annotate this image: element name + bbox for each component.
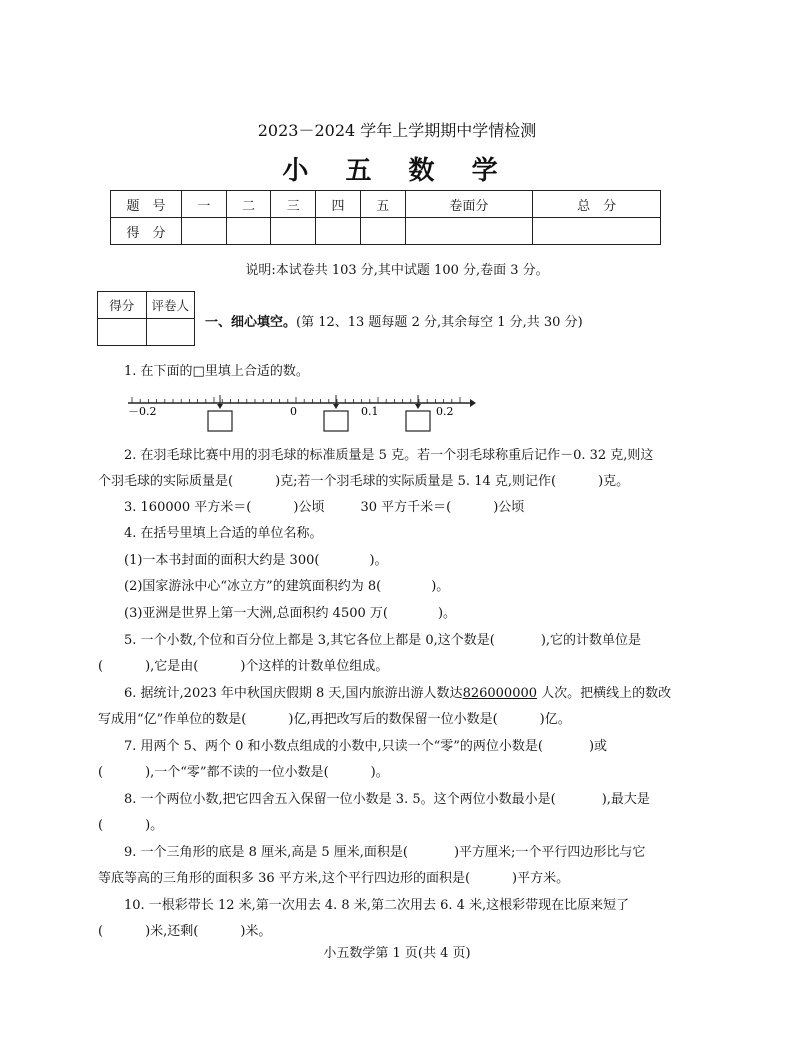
question-9-line-2: 等底等高的三角形的面积多 36 平方米,这个平行四边形的面积是( )平方米。 (98, 871, 570, 886)
answer-box-3[interactable] (406, 411, 430, 431)
instruction-text: 说明:本试卷共 103 分,其中试题 100 分,卷面 3 分。 (245, 263, 549, 278)
pointer-arrow-head-2 (333, 404, 339, 409)
question-7-line-1: 7. 用两个 5、两个 0 和小数点组成的小数中,只读一个“零”的两位小数是( )或 (124, 739, 608, 754)
grader-score-label: 得分 (98, 292, 147, 319)
score-header-cell: 五 (360, 191, 405, 218)
score-cell[interactable] (316, 218, 361, 245)
question-6-line-2: 写成用“亿”作单位的数是( )亿,再把改写后的数保留一位小数是( )亿。 (98, 712, 571, 727)
score-header-cell: 四 (316, 191, 361, 218)
score-header-cell: 总 分 (533, 191, 661, 218)
question-5-line-1: 5. 一个小数,个位和百分位上都是 3,其它各位上都是 0,这个数是( ),它的计数单位是 (124, 633, 642, 648)
question-4-3: (3)亚洲是世界上第一大洲,总面积约 4500 万( )。 (124, 606, 457, 621)
subject-title: 小 五 数 学 (282, 156, 512, 186)
score-header-cell: 二 (226, 191, 271, 218)
question-5-line-2: ( ),它是由( )个这样的计数单位组成。 (98, 659, 389, 674)
underlined-number: 826000000 (462, 686, 538, 701)
score-cell[interactable] (226, 218, 271, 245)
score-cell[interactable] (271, 218, 316, 245)
question-4-2: (2)国家游泳中心“冰立方”的建筑面积约为 8( )。 (124, 579, 450, 594)
tick-label-0: 0 (290, 405, 297, 418)
score-cell[interactable] (405, 218, 533, 245)
question-7-line-2: ( ),一个“零”都不读的一位小数是( )。 (98, 765, 389, 780)
question-9-line-1: 9. 一个三角形的底是 8 厘米,高是 5 厘米,面积是( )平方厘米;一个平行四边形比与它 (124, 845, 646, 860)
grader-box (97, 291, 195, 346)
section-title: 一、细心填空。 (205, 315, 297, 330)
exam-title: 2023－2024 学年上学期期中学情检测 (257, 121, 537, 140)
score-table-header-row (111, 191, 661, 218)
score-cell[interactable] (360, 218, 405, 245)
question-3: 3. 160000 平方米＝( )公顷 30 平方千米＝( )公顷 (124, 500, 525, 515)
question-4: 4. 在括号里填上合适的单位名称。 (124, 526, 323, 541)
answer-box-2[interactable] (324, 411, 348, 431)
pointer-arrow-head-3 (415, 404, 421, 409)
answer-box-1[interactable] (208, 411, 232, 431)
number-line (124, 393, 476, 433)
score-header-cell: 卷面分 (405, 191, 533, 218)
question-2-line-1: 2. 在羽毛球比赛中用的羽毛球的标准质量是 5 克。若一个羽毛球称重后记作－0. 32 克,则这 (124, 448, 654, 463)
number-line-ticks (132, 397, 460, 403)
score-row-label: 得 分 (111, 218, 182, 245)
section-note: (第 12、13 题每题 2 分,其余每空 1 分,共 30 分) (296, 315, 583, 330)
question-1: 1. 在下面的□里填上合适的数。 (124, 364, 309, 379)
score-cell[interactable] (533, 218, 661, 245)
score-header-cell: 三 (271, 191, 316, 218)
grader-name-label: 评卷人 (146, 292, 195, 319)
question-10-line-2: ( )米,还剩( )米。 (98, 924, 272, 939)
question-2-line-2: 个羽毛球的实际质量是( )克;若一个羽毛球的实际质量是 5. 14 克,则记作( )克。 (98, 474, 630, 489)
question-4-1: (1)一本书封面的面积大约是 300( )。 (124, 553, 388, 568)
score-table-score-row (111, 218, 661, 245)
pointer-arrow-head-1 (217, 404, 223, 409)
tick-label-neg-0.2: －0.2 (128, 405, 157, 418)
page-footer: 小五数学第 1 页(共 4 页) (323, 946, 471, 961)
question-8-line-2: ( )。 (98, 818, 164, 833)
grader-score-cell[interactable] (98, 319, 147, 346)
grader-name-cell[interactable] (146, 319, 195, 346)
score-header-cell: 题 号 (111, 191, 182, 218)
tick-label-0.1: 0.1 (361, 405, 379, 418)
score-header-cell: 一 (182, 191, 227, 218)
section-heading (205, 311, 583, 330)
score-table (110, 190, 661, 245)
question-8-line-1: 8. 一个两位小数,把它四舍五入保留一位小数是 3. 5。这个两位小数最小是( ),最大是 (124, 792, 650, 807)
score-cell[interactable] (182, 218, 227, 245)
question-6-line-1: 6. 据统计,2023 年中秋国庆假期 8 天,国内旅游出游人数达826000000 人次。把横线上的数改 (124, 686, 672, 701)
number-line-arrow (470, 399, 476, 407)
tick-label-0.2: 0.2 (436, 405, 454, 418)
question-10-line-1: 10. 一根彩带长 12 米,第一次用去 4. 8 米,第二次用去 6. 4 米,这根彩带现在比原来短了 (124, 898, 630, 913)
